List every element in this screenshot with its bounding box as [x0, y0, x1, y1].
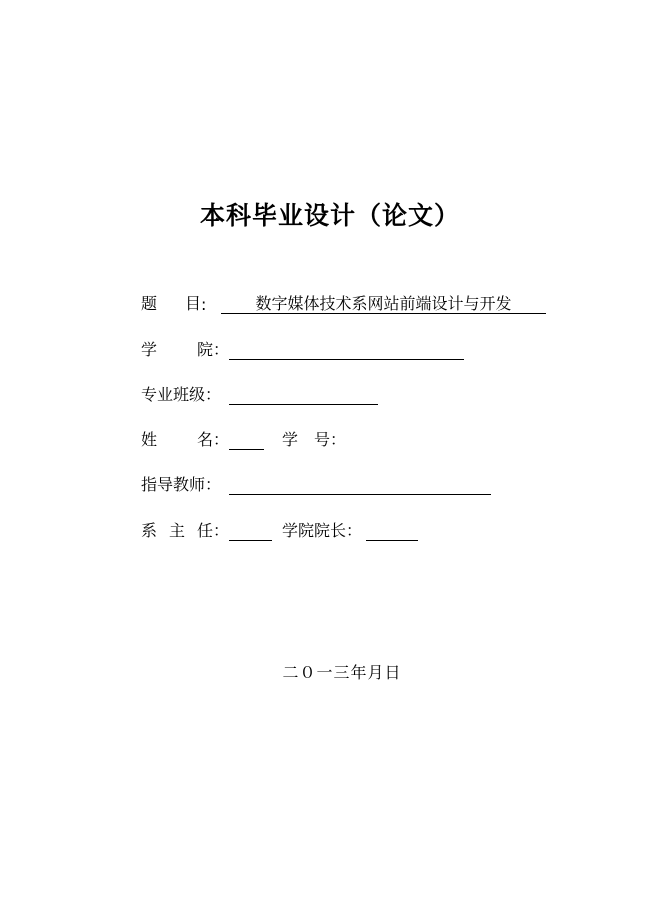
field-advisor	[141, 471, 491, 495]
field-name-colon: ：	[213, 430, 230, 449]
field-college-label	[141, 337, 213, 360]
field-topic-label	[141, 291, 201, 314]
label-char: 名	[196, 430, 213, 449]
label-char: 任	[196, 521, 213, 540]
college-input[interactable]	[229, 342, 464, 360]
field-class	[141, 381, 378, 405]
field-class-label: 专业班级	[141, 385, 206, 404]
label-char: 学	[282, 430, 299, 449]
document-date: 二０一三年月日	[282, 663, 402, 682]
label-char: 号	[313, 430, 330, 449]
dean-input[interactable]	[366, 523, 418, 541]
field-director-colon: ：	[213, 521, 230, 540]
field-name-label	[141, 427, 213, 450]
label-char: 学	[141, 340, 158, 359]
field-name	[141, 426, 346, 450]
label-char: 院	[196, 340, 213, 359]
label-char: 目	[184, 294, 201, 313]
label-char: 主	[168, 521, 185, 540]
field-college-colon: ：	[213, 340, 230, 359]
label-char: 题	[141, 294, 158, 313]
field-advisor-colon: ：	[205, 475, 222, 494]
label-char: 系	[141, 521, 158, 540]
advisor-input[interactable]	[229, 477, 491, 495]
field-student-id-label	[282, 427, 330, 450]
director-input[interactable]	[229, 523, 272, 541]
class-input[interactable]	[229, 387, 378, 405]
field-director	[141, 517, 418, 541]
field-college	[141, 336, 464, 360]
field-dean-colon: ：	[346, 521, 363, 540]
label-char: 姓	[141, 430, 158, 449]
field-student-id-colon: ：	[330, 430, 347, 449]
field-dean-label: 学院院长	[282, 521, 347, 540]
page-title: 本科毕业设计（论文）	[199, 201, 460, 230]
field-topic-colon: :	[201, 295, 207, 314]
topic-value[interactable]: 数字媒体技术系网站前端设计与开发	[221, 295, 546, 314]
field-director-label	[141, 518, 213, 541]
name-input[interactable]	[229, 432, 264, 450]
field-topic	[141, 290, 546, 314]
field-class-colon: ：	[205, 385, 222, 404]
field-advisor-label: 指导教师	[141, 475, 206, 494]
